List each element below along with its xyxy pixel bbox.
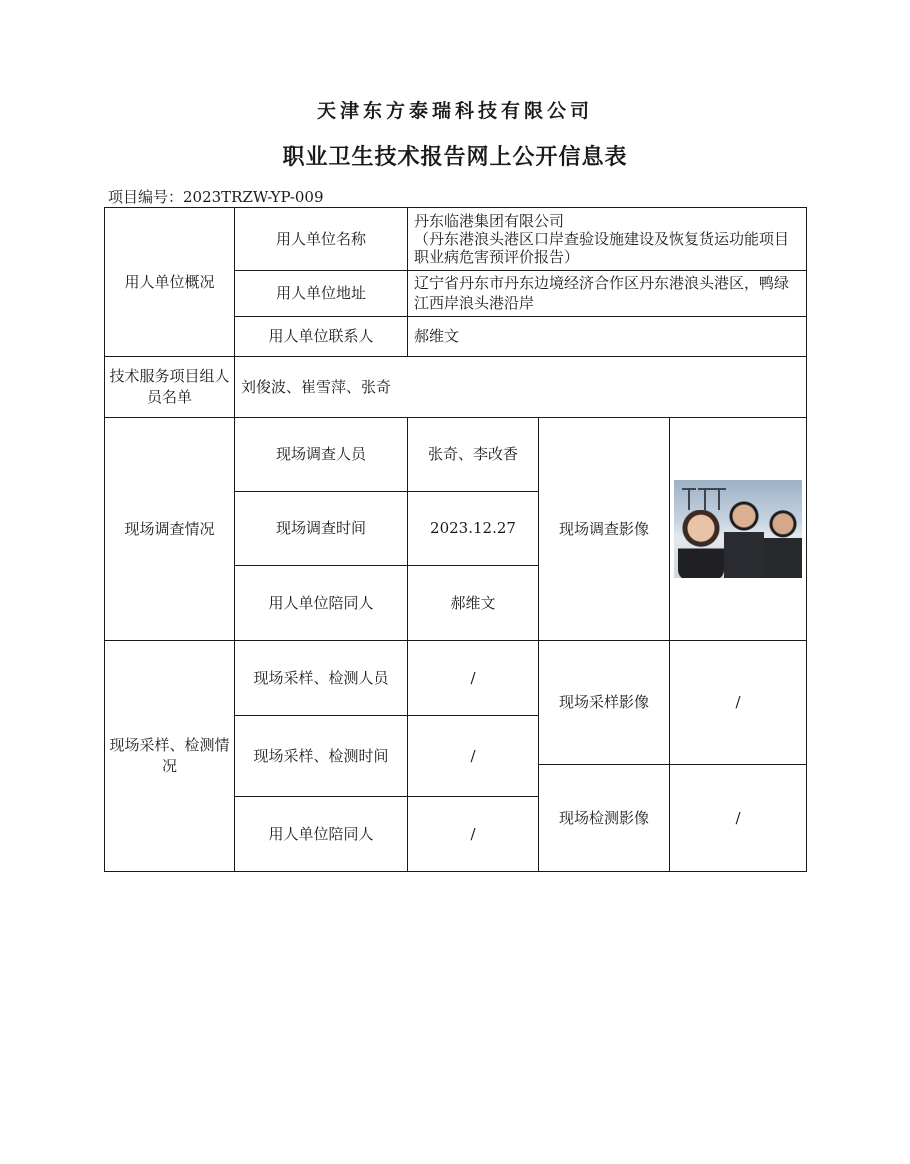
employer-section-label: 用人单位概况 bbox=[105, 208, 235, 357]
team-members: 刘俊波、崔雪萍、张奇 bbox=[235, 357, 807, 418]
sampling-staff-label: 现场采样、检测人员 bbox=[235, 641, 408, 716]
sampling-escort-value: / bbox=[408, 797, 539, 872]
sampling-image-label: 现场采样影像 bbox=[539, 641, 670, 765]
survey-escort-value: 郝维文 bbox=[408, 566, 539, 641]
company-name: 天津东方泰瑞科技有限公司 bbox=[316, 100, 593, 122]
employer-name-value: 丹东临港集团有限公司 bbox=[414, 212, 565, 230]
survey-staff-value: 张奇、李改香 bbox=[408, 418, 539, 492]
person-figure bbox=[724, 500, 764, 578]
testing-image-label: 现场检测影像 bbox=[539, 765, 670, 872]
employer-address-value: 辽宁省丹东市丹东边境经济合作区丹东港浪头港区，鸭绿江西岸浪头港沿岸 bbox=[408, 271, 807, 317]
crane-shape bbox=[688, 488, 690, 510]
employer-name-note: （丹东港浪头港区口岸查验设施建设及恢复货运功能项目职业病危害预评价报告） bbox=[414, 230, 790, 266]
sampling-section-label: 现场采样、检测情况 bbox=[105, 641, 235, 872]
survey-image-label: 现场调查影像 bbox=[539, 418, 670, 641]
survey-time-value: 2023.12.27 bbox=[408, 492, 539, 566]
sampling-image-value: / bbox=[670, 641, 807, 765]
employer-address-label: 用人单位地址 bbox=[235, 271, 408, 317]
sampling-staff-value: / bbox=[408, 641, 539, 716]
document-title: 职业卫生技术报告网上公开信息表 bbox=[282, 144, 628, 170]
survey-staff-label: 现场调查人员 bbox=[235, 418, 408, 492]
sampling-escort-label: 用人单位陪同人 bbox=[235, 797, 408, 872]
crane-shape bbox=[704, 488, 706, 510]
info-table bbox=[104, 207, 807, 872]
survey-image-cell bbox=[670, 418, 807, 641]
employer-name-label: 用人单位名称 bbox=[235, 208, 408, 271]
survey-photo bbox=[674, 480, 802, 578]
employer-name-cell bbox=[408, 208, 807, 271]
employer-contact-label: 用人单位联系人 bbox=[235, 317, 408, 357]
sampling-time-label: 现场采样、检测时间 bbox=[235, 716, 408, 797]
person-figure bbox=[678, 510, 724, 578]
survey-section-label: 现场调查情况 bbox=[105, 418, 235, 641]
person-figure bbox=[764, 508, 802, 578]
project-number: 项目编号：2023TRZW-YP-009 bbox=[108, 188, 324, 206]
crane-shape bbox=[718, 488, 720, 510]
survey-escort-label: 用人单位陪同人 bbox=[235, 566, 408, 641]
testing-image-value: / bbox=[670, 765, 807, 872]
sampling-time-value: / bbox=[408, 716, 539, 797]
survey-time-label: 现场调查时间 bbox=[235, 492, 408, 566]
team-label: 技术服务项目组人员名单 bbox=[105, 357, 235, 418]
employer-contact-value: 郝维文 bbox=[408, 317, 807, 357]
